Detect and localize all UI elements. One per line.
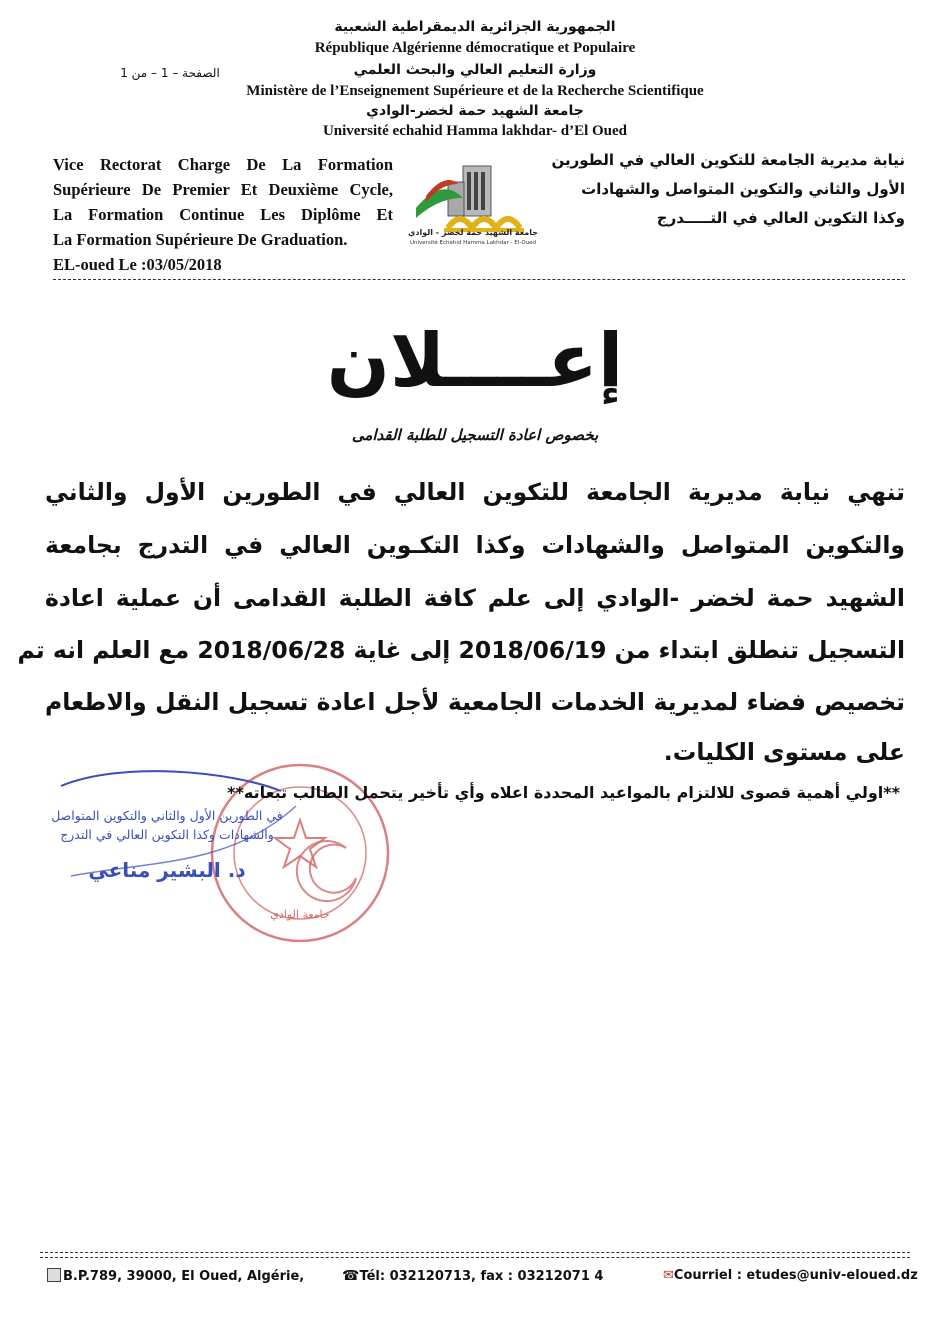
university-logo: [408, 158, 538, 253]
logo-caption-fr: Université Echahid Hamma Lakhdar - El-Oued: [409, 240, 537, 246]
seal-caption: جامعة الوادي: [270, 908, 330, 921]
vice-rectorat-ar-block: [548, 146, 905, 233]
announcement-body-line: والتكوين المتواصل والشهادات وكذا التكـوين العالي في التدرج بجامعة: [45, 531, 905, 559]
footer-address: [47, 1268, 304, 1284]
announcement-body-line: الشهيد حمة لخضر -الوادي إلى علم كافة الطلبة القدامى أن عملية اعادة: [45, 584, 905, 612]
vice-rectorat-line: Vice Rectorat Charge De La Formation: [53, 155, 393, 174]
header-fr-ministry: Ministère de l’Enseignement Supérieure et de la Recherche Scientifique: [246, 83, 704, 99]
mailbox-icon: [47, 1268, 61, 1282]
header-fr-republic: République Algérienne démocratique et Populaire: [314, 40, 636, 56]
stamp-line: في الطورين الأول والثاني والتكوين المتواصل: [51, 808, 283, 823]
date-line: EL-oued Le :03/05/2018: [53, 255, 222, 274]
email-icon: ✉: [663, 1268, 674, 1283]
header-ar-ministry: وزارة التعليم العالي والبحث العلمي: [353, 62, 597, 78]
vice-rectorat-line: Supérieure De Premier Et Deuxième Cycle,: [53, 180, 393, 199]
vice-rectorat-ar-line: نيابة مديرية الجامعة للتكوين العالي في الطورين: [551, 151, 905, 169]
stamp-line: والشهادات وكذا التكوين العالي في التدرج: [60, 827, 274, 842]
vice-rectorat-ar-line: وكذا التكوين العالي في التـــــدرج: [656, 209, 905, 227]
phone-icon: ☎: [342, 1268, 360, 1284]
footer-address-text: B.P.789, 39000, El Oued, Algérie,: [63, 1269, 305, 1284]
announcement-note: **اولي أهمية قصوى للالتزام بالمواعيد المحددة اعلاه وأي تأخير يتحمل الطالب تبعاته**: [227, 783, 900, 802]
signatory-name: د. البشير مناعي: [88, 858, 246, 882]
footer-phone-text: Tél: 032120713, fax : 03212071 4: [359, 1269, 604, 1284]
header-ar-university: جامعة الشهيد حمة لخضر-الوادي: [366, 103, 584, 119]
vice-rectorat-block: [53, 152, 393, 277]
header-fr-university: Université echahid Hamma lakhdar- d’El Oued: [322, 123, 628, 139]
university-logo-icon: [408, 158, 538, 253]
footer-divider: [40, 1257, 910, 1258]
announcement-body-line: تنهي نيابة مديرية الجامعة للتكوين العالي في الطورين الأول والثاني: [45, 478, 905, 506]
footer-divider: [40, 1252, 910, 1253]
header-ar-republic: الجمهورية الجزائرية الديمقراطية الشعبية: [334, 19, 616, 35]
logo-caption-ar: جامعة الشهيد حمة لخضر - الوادي: [408, 228, 538, 237]
announcement-title: إعــــلان: [326, 318, 624, 404]
announcement-body-line: التسجيل تنطلق ابتداء من 2018/06/19 إلى غاية 2018/06/28 مع العلم انه تم: [17, 636, 905, 664]
footer-email-text: Courriel : etudes@univ-eloued.dz: [673, 1268, 918, 1283]
footer-email: [663, 1268, 918, 1283]
announcement-body-line: على مستوى الكليات.: [663, 738, 905, 766]
announcement-body-line: تخصيص فضاء لمديرية الخدمات الجامعية لأجل اعادة تسجيل النقل والاطعام: [45, 688, 905, 716]
announcement-subtitle: بخصوص اعادة التسجيل للطلبة القدامى: [351, 426, 599, 444]
header-divider: [53, 279, 905, 280]
page-number-label: الصفحة – 1 – من 1: [120, 66, 220, 80]
vice-rectorat-line: La Formation Supérieure De Graduation.: [53, 230, 348, 249]
vice-rectorat-ar-line: الأول والثاني والتكوين المتواصل والشهادات: [581, 180, 905, 198]
footer-phone: [342, 1268, 603, 1284]
vice-rectorat-line: La Formation Continue Les Diplôme Et: [53, 205, 393, 224]
